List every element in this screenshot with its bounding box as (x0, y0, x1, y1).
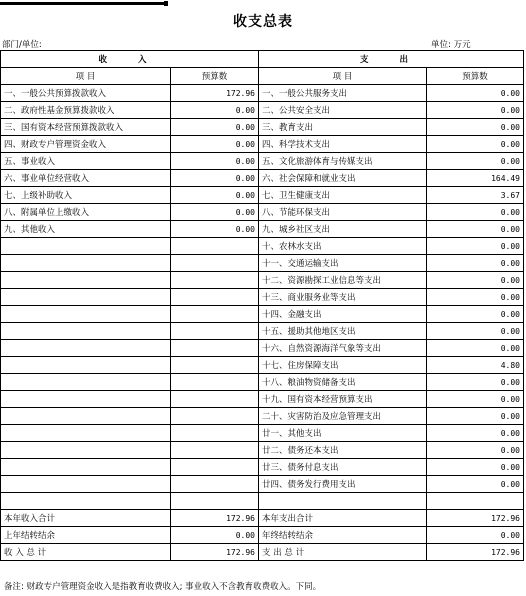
section-income-header: 收 入 (1, 51, 259, 68)
expense-item-cell: 十五、援助其他地区支出 (259, 323, 427, 340)
expense-value-cell: 0.00 (427, 238, 524, 255)
table-row (1, 476, 524, 493)
table-row (1, 204, 524, 221)
income-value-cell (171, 374, 259, 391)
expense-value-cell: 0.00 (427, 408, 524, 425)
table-row (1, 323, 524, 340)
expense-value-cell: 0.00 (427, 323, 524, 340)
column-header-row (1, 68, 524, 85)
table-row (1, 306, 524, 323)
income-item-cell (1, 272, 171, 289)
income-value-cell (171, 493, 259, 510)
table-row (1, 289, 524, 306)
income-value-cell (171, 459, 259, 476)
expense-item-cell: 五、文化旅游体育与传媒支出 (259, 153, 427, 170)
income-value-cell (171, 289, 259, 306)
income-item-cell: 四、财政专户管理资金收入 (1, 136, 171, 153)
income-item-cell (1, 425, 171, 442)
footnote: 备注: 财政专户管理资金收入是指教育收费收入; 事业收入不含教育收费收入。下同。 (4, 582, 322, 592)
expense-item-cell: 十九、国有资本经营预算支出 (259, 391, 427, 408)
expense-value-cell: 0.00 (427, 289, 524, 306)
income-value-cell (171, 357, 259, 374)
expense-item-cell: 廿一、其他支出 (259, 425, 427, 442)
total-income-value: 172.96 (171, 510, 259, 527)
table-row (1, 153, 524, 170)
expense-value-cell: 0.00 (427, 442, 524, 459)
income-item-cell: 八、附属单位上缴收入 (1, 204, 171, 221)
budget-table (0, 50, 524, 561)
income-item-cell (1, 238, 171, 255)
income-value-cell: 0.00 (171, 102, 259, 119)
expense-value-cell: 0.00 (427, 459, 524, 476)
expense-value-cell: 0.00 (427, 85, 524, 102)
income-item-cell (1, 357, 171, 374)
table-row (1, 493, 524, 510)
total-expense-label: 年终结转结余 (259, 527, 427, 544)
expense-value-cell: 0.00 (427, 136, 524, 153)
income-value-cell: 0.00 (171, 136, 259, 153)
income-value-cell (171, 408, 259, 425)
income-item-cell (1, 323, 171, 340)
income-item-cell: 七、上级补助收入 (1, 187, 171, 204)
expense-value-cell: 0.00 (427, 391, 524, 408)
table-row (1, 459, 524, 476)
table-row (1, 187, 524, 204)
expense-item-cell: 八、节能环保支出 (259, 204, 427, 221)
expense-value-cell (427, 493, 524, 510)
expense-item-cell: 四、科学技术支出 (259, 136, 427, 153)
expense-item-cell: 十六、自然资源海洋气象等支出 (259, 340, 427, 357)
table-row (1, 119, 524, 136)
table-row (1, 357, 524, 374)
income-value-cell (171, 340, 259, 357)
table-row (1, 442, 524, 459)
expense-value-cell: 0.00 (427, 221, 524, 238)
table-row (1, 340, 524, 357)
expense-value-cell: 0.00 (427, 272, 524, 289)
income-value-cell: 0.00 (171, 119, 259, 136)
expense-value-cell: 0.00 (427, 204, 524, 221)
expense-budget-header: 预算数 (427, 68, 524, 85)
total-row (1, 510, 524, 527)
income-value-cell (171, 391, 259, 408)
income-value-cell (171, 476, 259, 493)
income-value-cell: 0.00 (171, 204, 259, 221)
income-item-cell (1, 442, 171, 459)
expense-item-cell (259, 493, 427, 510)
income-item-cell (1, 493, 171, 510)
income-item-cell: 三、国有资本经营预算拨款收入 (1, 119, 171, 136)
expense-value-cell: 0.00 (427, 476, 524, 493)
expense-value-cell: 0.00 (427, 425, 524, 442)
unit-label: 单位: 万元 (431, 40, 471, 50)
income-item-cell: 九、其他收入 (1, 221, 171, 238)
total-expense-value: 0.00 (427, 527, 524, 544)
total-income-value: 0.00 (171, 527, 259, 544)
dept-label: 部门/单位: (2, 40, 42, 50)
expense-item-cell: 二、公共安全支出 (259, 102, 427, 119)
income-value-cell (171, 306, 259, 323)
expense-item-cell: 十八、粮油物资储备支出 (259, 374, 427, 391)
expense-value-cell: 0.00 (427, 153, 524, 170)
total-row (1, 527, 524, 544)
income-item-cell (1, 391, 171, 408)
expense-item-cell: 十四、金融支出 (259, 306, 427, 323)
expense-item-cell: 六、社会保障和就业支出 (259, 170, 427, 187)
expense-value-cell: 164.49 (427, 170, 524, 187)
expense-item-cell: 十七、住房保障支出 (259, 357, 427, 374)
table-row (1, 374, 524, 391)
expense-item-cell: 十三、商业服务业等支出 (259, 289, 427, 306)
income-budget-header: 预算数 (171, 68, 259, 85)
expense-value-cell: 0.00 (427, 374, 524, 391)
income-value-cell (171, 255, 259, 272)
table-row (1, 85, 524, 102)
table-row (1, 221, 524, 238)
income-value-cell (171, 238, 259, 255)
expense-value-cell: 3.67 (427, 187, 524, 204)
table-row (1, 136, 524, 153)
total-expense-value: 172.96 (427, 544, 524, 561)
expense-item-cell: 十一、交通运输支出 (259, 255, 427, 272)
income-item-cell (1, 255, 171, 272)
income-item-cell (1, 340, 171, 357)
top-border-line (0, 2, 168, 5)
total-income-label: 收 入 总 计 (1, 544, 171, 561)
table-row (1, 272, 524, 289)
table-row (1, 408, 524, 425)
total-income-label: 本年收入合计 (1, 510, 171, 527)
income-value-cell: 0.00 (171, 187, 259, 204)
table-row (1, 255, 524, 272)
income-item-cell: 六、事业单位经营收入 (1, 170, 171, 187)
section-expense-header: 支 出 (259, 51, 524, 68)
table-row (1, 170, 524, 187)
income-item-header: 项 目 (1, 68, 171, 85)
expense-value-cell: 4.80 (427, 357, 524, 374)
table-body (1, 85, 524, 561)
income-value-cell (171, 323, 259, 340)
expense-item-cell: 廿二、债务还本支出 (259, 442, 427, 459)
total-income-label: 上年结转结余 (1, 527, 171, 544)
expense-value-cell: 0.00 (427, 102, 524, 119)
expense-item-cell: 廿三、债务付息支出 (259, 459, 427, 476)
expense-item-cell: 十二、资源勘探工业信息等支出 (259, 272, 427, 289)
total-expense-label: 本年支出合计 (259, 510, 427, 527)
expense-item-cell: 十、农林水支出 (259, 238, 427, 255)
income-item-cell (1, 306, 171, 323)
expense-value-cell: 0.00 (427, 255, 524, 272)
expense-item-cell: 九、城乡社区支出 (259, 221, 427, 238)
total-expense-label: 支 出 总 计 (259, 544, 427, 561)
page-title: 收支总表 (233, 14, 293, 30)
expense-item-header: 项 目 (259, 68, 427, 85)
total-income-value: 172.96 (171, 544, 259, 561)
income-item-cell (1, 289, 171, 306)
income-value-cell: 172.96 (171, 85, 259, 102)
income-item-cell (1, 374, 171, 391)
income-item-cell (1, 408, 171, 425)
expense-item-cell: 三、教育支出 (259, 119, 427, 136)
income-value-cell (171, 442, 259, 459)
section-header-row (1, 51, 524, 68)
table-row (1, 391, 524, 408)
income-value-cell: 0.00 (171, 221, 259, 238)
expense-value-cell: 0.00 (427, 119, 524, 136)
income-item-cell: 五、事业收入 (1, 153, 171, 170)
total-row (1, 544, 524, 561)
income-item-cell: 一、一般公共预算拨款收入 (1, 85, 171, 102)
income-item-cell: 二、政府性基金预算拨款收入 (1, 102, 171, 119)
table-row (1, 238, 524, 255)
income-value-cell: 0.00 (171, 170, 259, 187)
table-row (1, 425, 524, 442)
expense-item-cell: 一、一般公共服务支出 (259, 85, 427, 102)
table-row (1, 102, 524, 119)
income-item-cell (1, 459, 171, 476)
top-border-handle (164, 1, 168, 6)
income-value-cell (171, 425, 259, 442)
income-value-cell: 0.00 (171, 153, 259, 170)
expense-item-cell: 二十、灾害防治及应急管理支出 (259, 408, 427, 425)
expense-value-cell: 0.00 (427, 306, 524, 323)
total-expense-value: 172.96 (427, 510, 524, 527)
expense-item-cell: 廿四、债务发行费用支出 (259, 476, 427, 493)
income-item-cell (1, 476, 171, 493)
income-value-cell (171, 272, 259, 289)
expense-item-cell: 七、卫生健康支出 (259, 187, 427, 204)
expense-value-cell: 0.00 (427, 340, 524, 357)
